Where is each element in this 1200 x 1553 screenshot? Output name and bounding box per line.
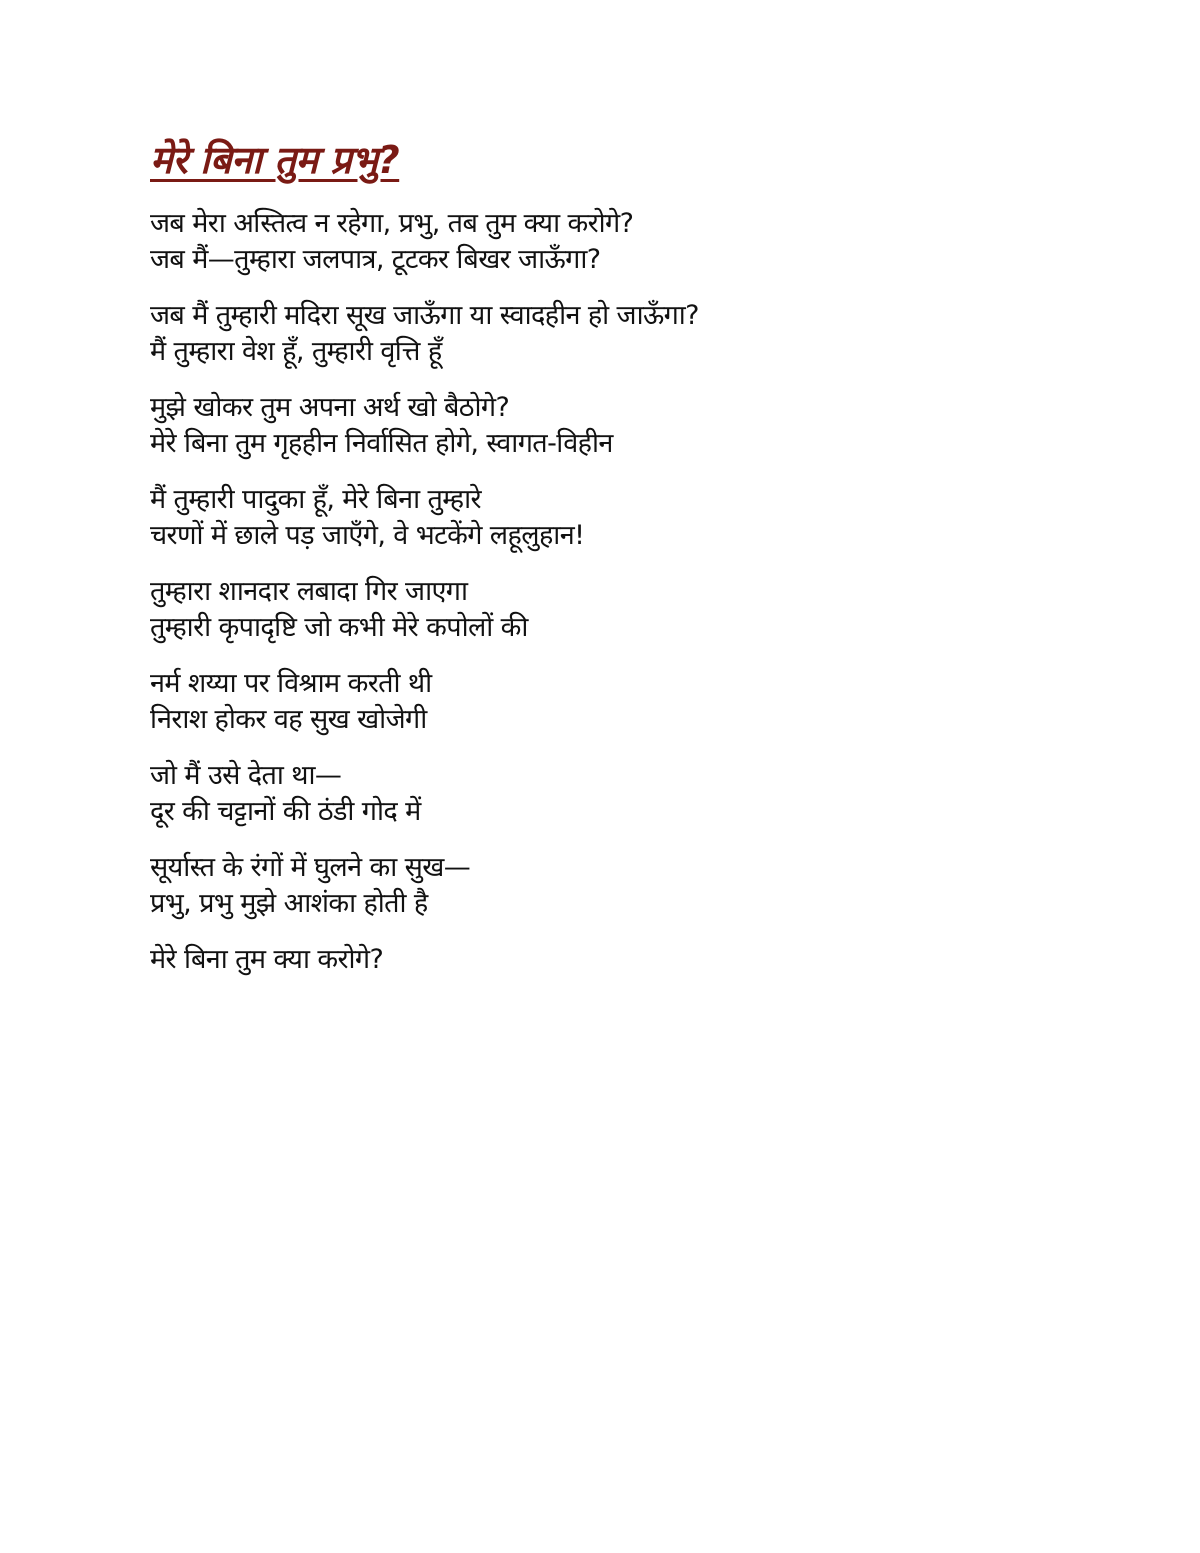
poem-title: मेरे बिना तुम प्रभु? (150, 138, 400, 182)
stanza-7 (150, 758, 1050, 830)
poem-line: मेरे बिना तुम क्या करोगे? (150, 943, 384, 975)
stanza-2 (150, 298, 1050, 370)
poem-line: निराश होकर वह सुख खोजेगी (150, 703, 427, 735)
stanza-6 (150, 666, 1050, 738)
poem-line: मैं तुम्हारी पादुका हूँ, मेरे बिना तुम्हारे (150, 483, 481, 515)
poem-line: सूर्यास्त के रंगों में घुलने का सुख— (150, 851, 471, 883)
poem-line: प्रभु, प्रभु मुझे आशंका होती है (150, 887, 428, 919)
poem-line: दूर की चट्टानों की ठंडी गोद में (150, 795, 421, 827)
poem-line: तुम्हारी कृपादृष्टि जो कभी मेरे कपोलों की (150, 611, 528, 643)
poem-line: जब मैं—तुम्हारा जलपात्र, टूटकर बिखर जाऊँगा? (150, 243, 601, 275)
poem-line: नर्म शय्या पर विश्राम करती थी (150, 667, 432, 699)
stanza-5 (150, 574, 1050, 646)
stanza-3 (150, 390, 1050, 462)
poem-line: जो मैं उसे देता था— (150, 759, 342, 791)
stanza-4 (150, 482, 1050, 554)
poem-line: जब मेरा अस्तित्व न रहेगा, प्रभु, तब तुम क्या करोगे? (150, 207, 634, 239)
poem-line: चरणों में छाले पड़ जाएँगे, वे भटकेंगे लहूलुहान! (150, 519, 585, 551)
poem-line: तुम्हारा शानदार लबादा गिर जाएगा (150, 575, 468, 607)
stanza-9 (150, 942, 1050, 978)
stanza-1 (150, 206, 1050, 278)
poem-line: मैं तुम्हारा वेश हूँ, तुम्हारी वृत्ति हूँ (150, 335, 442, 367)
poem-line: जब मैं तुम्हारी मदिरा सूख जाऊँगा या स्वादहीन हो जाऊँगा? (150, 299, 699, 331)
stanza-8 (150, 850, 1050, 922)
poem-line: मेरे बिना तुम गृहहीन निर्वासित होगे, स्वागत-विहीन (150, 427, 613, 459)
poem-line: मुझे खोकर तुम अपना अर्थ खो बैठोगे? (150, 391, 510, 423)
poem-body (150, 138, 1050, 998)
